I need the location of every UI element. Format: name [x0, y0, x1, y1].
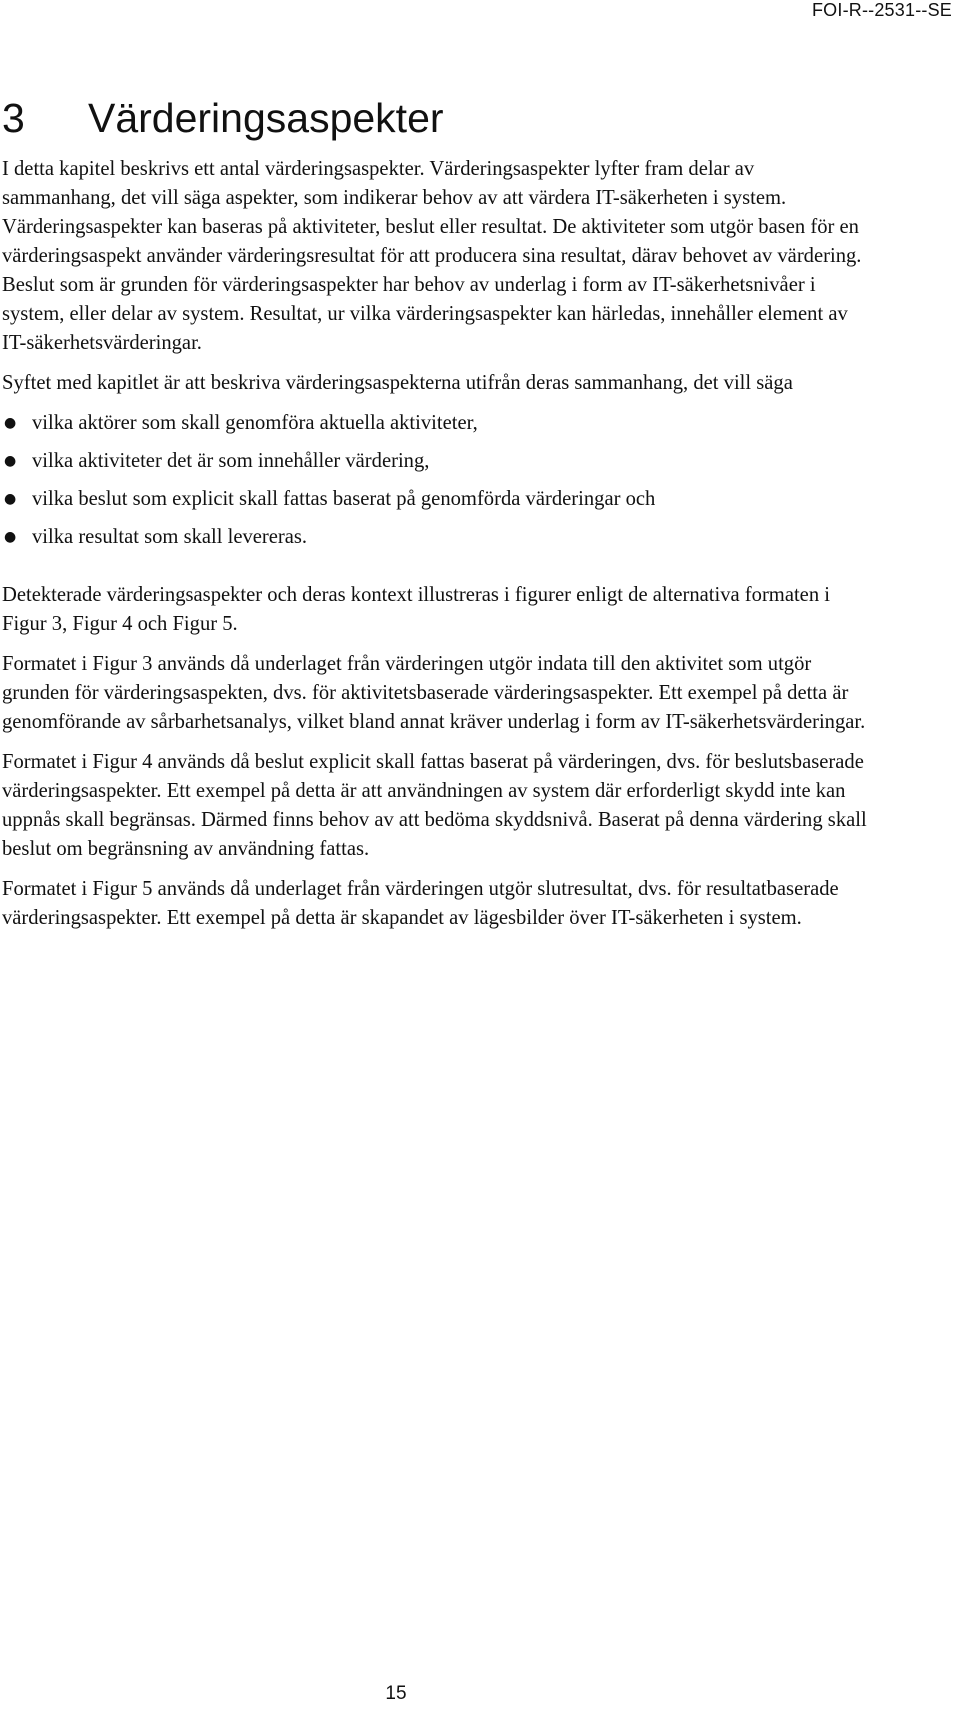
page-number: 15 — [385, 1683, 407, 1704]
figure3-paragraph: Formatet i Figur 3 används då underlaget från värderingen utgör indata till den aktivitet som utgör grunden för värderingsaspekten, dvs. för aktivitetsbaserade värderingsaspekter. Ett exempel på detta är genomförande av sårbarhetsanalys, vilket bland annat kräver underlag i form av IT-säkerhetsvärderingar. — [2, 653, 866, 733]
list-item — [2, 409, 872, 438]
list-item — [2, 447, 872, 476]
bullet-icon: ● — [4, 453, 17, 469]
list-item-text: vilka aktiviteter det är som innehåller värdering, — [32, 450, 430, 472]
list-item-text: vilka beslut som explicit skall fattas baserat på genomförda värderingar och — [32, 488, 656, 510]
bullet-icon: ● — [4, 491, 17, 507]
detected-paragraph: Detekterade värderingsaspekter och deras kontext illustreras i figurer enligt de alternativa formaten i Figur 3, Figur 4 och Figur 5. — [2, 584, 830, 635]
chapter-body — [2, 155, 872, 944]
list-item — [2, 485, 872, 514]
bullet-icon: ● — [4, 415, 17, 431]
list-item-text: vilka aktörer som skall genomföra aktuella aktiviteter, — [32, 412, 478, 434]
figure5-paragraph: Formatet i Figur 5 används då underlaget från värderingen utgör slutresultat, dvs. för resultatbaserade värderingsaspekter. Ett exempel på detta är skapandet av lägesbilder över IT-säkerheten i system. — [2, 878, 839, 929]
list-item — [2, 523, 872, 552]
document-id: FOI-R--2531--SE — [811, 0, 952, 20]
aspect-list — [2, 409, 872, 552]
chapter-number: 3 — [2, 95, 25, 141]
purpose-paragraph: Syftet med kapitlet är att beskriva värderingsaspekterna utifrån deras sammanhang, det vill säga — [2, 372, 793, 394]
chapter-heading — [2, 95, 444, 141]
chapter-title: Värderingsaspekter — [88, 95, 444, 141]
figure4-paragraph: Formatet i Figur 4 används då beslut explicit skall fattas baserat på värderingen, dvs. för beslutsbaserade värderingsaspekter. Ett exempel på detta är att användningen av system där erforderligt skydd inte kan uppnås skall begränsas. Därmed finns behov av att bedöma skyddsnivå. Baserat på denna värdering skall beslut om begränsning av användning fattas. — [2, 751, 867, 860]
bullet-icon: ● — [4, 529, 17, 545]
intro-paragraph: I detta kapitel beskrivs ett antal värderingsaspekter. Värderingsaspekter lyfter fram delar av sammanhang, det vill säga aspekter, som indikerar behov av att värdera IT-säkerheten i system. Värderingsaspekter kan baseras på aktiviteter, beslut eller resultat. De aktiviteter som utgör basen för en värderingsaspekt använder värderingsresultat för att producera sina resultat, därav behovet av värdering. Beslut som är grunden för värderingsaspekter har behov av underlag i form av IT-säkerhetsnivåer i system, eller delar av system. Resultat, ur vilka värderingsaspekter kan härledas, innehåller element av IT-säkerhetsvärderingar. — [2, 158, 862, 354]
list-item-text: vilka resultat som skall levereras. — [32, 526, 308, 548]
